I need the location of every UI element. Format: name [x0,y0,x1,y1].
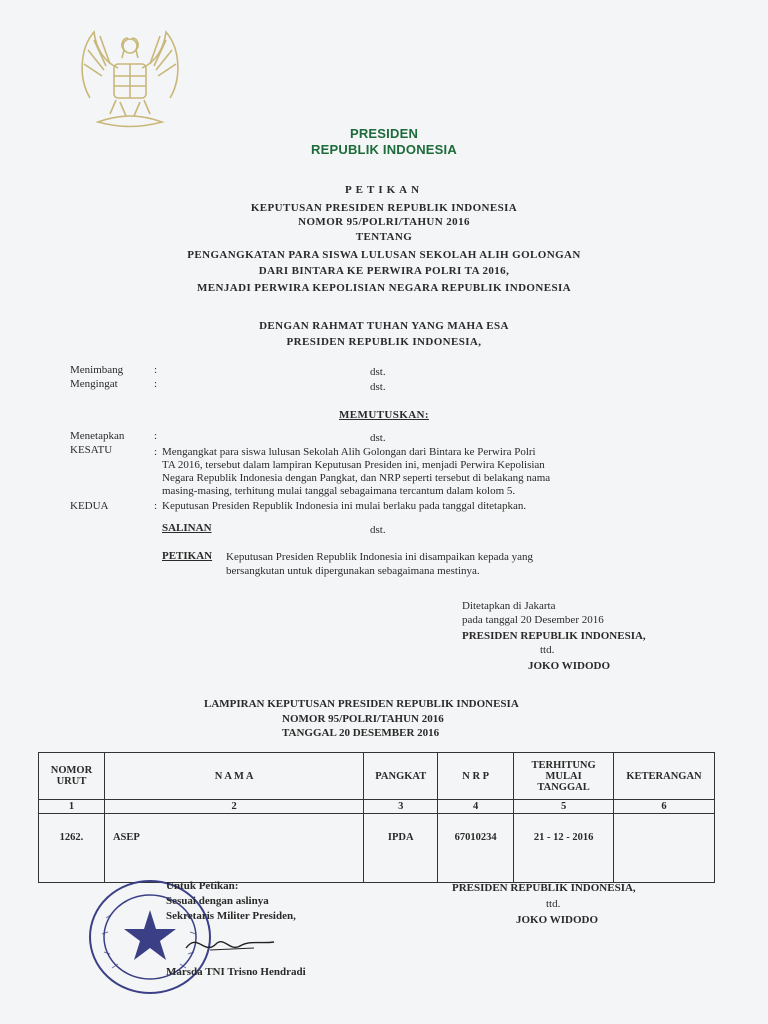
menimbang-colon: : [154,364,158,376]
tentang-label: TENTANG [355,231,413,243]
kesatu-colon: : [154,446,158,458]
lampiran-date: TANGGAL 20 DESEMBER 2016 [282,727,440,739]
lampiran-number: NOMOR 95/POLRI/TAHUN 2016 [282,713,444,725]
footer-sekretaris: Sekretaris Militer Presiden, [166,910,296,922]
memutuskan-heading: MEMUTUSKAN: [339,409,429,421]
letterhead-line1: PRESIDEN [349,126,419,141]
footer-sesuai: Sesuai dengan aslinya [166,895,269,907]
header-th-line1: TERHITUNG [531,759,596,771]
signature-ttd: ttd. [540,644,555,656]
header-nomor-line1: NOMOR [50,765,93,776]
petikan-label: PETIKAN [162,550,213,562]
header-th-line2: MULAI [545,770,582,782]
signature-date: pada tanggal 20 Desember 2016 [462,614,604,626]
letterhead-line2: REPUBLIK INDONESIA [311,142,457,157]
col-number: 1 [39,800,105,814]
preamble-line2: PRESIDEN REPUBLIK INDONESIA, [286,336,482,348]
cell-tanggal: 21 - 12 - 2016 [514,814,614,883]
salinan-value: dst. [370,524,386,536]
header-nrp: N R P [438,753,514,800]
footer-untuk: Untuk Petikan: [166,880,239,892]
header-nomor-line2: URUT [56,776,87,787]
kesatu-line1: Mengangkat para siswa lulusan Sekolah Alih Golongan dari Bintara ke Perwira Polri [162,446,536,458]
kedua-colon: : [154,500,158,512]
col-number: 6 [614,800,715,814]
lampiran-title: LAMPIRAN KEPUTUSAN PRESIDEN REPUBLIK INDONESIA [204,698,519,710]
table-numbering-row [39,800,715,814]
kesatu-line4: masing-masing, terhitung mulai tanggal sebagaimana tercantum dalam kolom 5. [162,485,516,497]
salinan-label: SALINAN [162,522,212,534]
cell-nama: ASEP [104,814,363,883]
subject-line1: PENGANGKATAN PARA SISWA LULUSAN SEKOLAH ALIH GOLONGAN [187,249,581,261]
kesatu-label: KESATU [70,444,113,456]
col-number: 3 [364,800,438,814]
appointment-table [38,752,715,883]
signature-office: PRESIDEN REPUBLIK INDONESIA, [462,630,646,642]
table-row [39,814,715,883]
kedua-text: Keputusan Presiden Republik Indonesia ini mulai berlaku pada tanggal ditetapkan. [162,500,527,512]
footer-name: JOKO WIDODO [516,914,599,926]
preamble-line1: DENGAN RAHMAT TUHAN YANG MAHA ESA [259,320,509,332]
subject-line3: MENJADI PERWIRA KEPOLISIAN NEGARA REPUBLIK INDONESIA [197,282,571,294]
kedua-label: KEDUA [70,500,109,512]
menetapkan-label: Menetapkan [70,430,125,442]
header-nomor [39,753,105,800]
col-number: 5 [514,800,614,814]
decree-title: KEPUTUSAN PRESIDEN REPUBLIK INDONESIA [250,202,518,214]
col-number: 4 [438,800,514,814]
petikan-heading: PETIKAN [344,184,424,196]
cell-no: 1262. [39,814,105,883]
header-nama: N A M A [104,753,363,800]
menetapkan-colon: : [154,430,158,442]
mengingat-value: dst. [370,381,386,393]
signature-place: Ditetapkan di Jakarta [462,600,556,612]
menimbang-label: Menimbang [70,364,124,376]
signature-name: JOKO WIDODO [528,660,611,672]
header-terhitung [514,753,614,800]
kesatu-line2: TA 2016, tersebut dalam lampiran Keputusan Presiden ini, menjadi Perwira Kepolisian [162,459,545,471]
garuda-emblem [70,18,190,136]
kesatu-line3: Negara Republik Indonesia dengan Pangkat, dan NRP seperti tersebut di belakang nama [162,472,551,484]
mengingat-label: Mengingat [70,378,118,390]
mengingat-colon: : [154,378,158,390]
footer-signer: Marsda TNI Trisno Hendradi [166,966,306,978]
header-pangkat: PANGKAT [364,753,438,800]
header-th-line3: TANGGAL [537,781,590,793]
handwritten-signature [180,922,280,962]
cell-keterangan [614,814,715,883]
table-header-row [39,753,715,800]
petikan-line1: Keputusan Presiden Republik Indonesia ini disampaikan kepada yang [226,551,534,563]
menetapkan-value: dst. [370,432,386,444]
decree-number: NOMOR 95/POLRI/TAHUN 2016 [298,216,470,228]
cell-pangkat: IPDA [364,814,438,883]
footer-office: PRESIDEN REPUBLIK INDONESIA, [452,882,636,894]
petikan-line2: bersangkutan untuk dipergunakan sebagaimana mestinya. [226,565,480,577]
menimbang-value: dst. [370,366,386,378]
subject-line2: DARI BINTARA KE PERWIRA POLRI TA 2016, [258,265,510,277]
col-number: 2 [104,800,363,814]
footer-ttd: ttd. [546,898,561,910]
header-keterangan: KETERANGAN [614,753,715,800]
cell-nrp: 67010234 [438,814,514,883]
